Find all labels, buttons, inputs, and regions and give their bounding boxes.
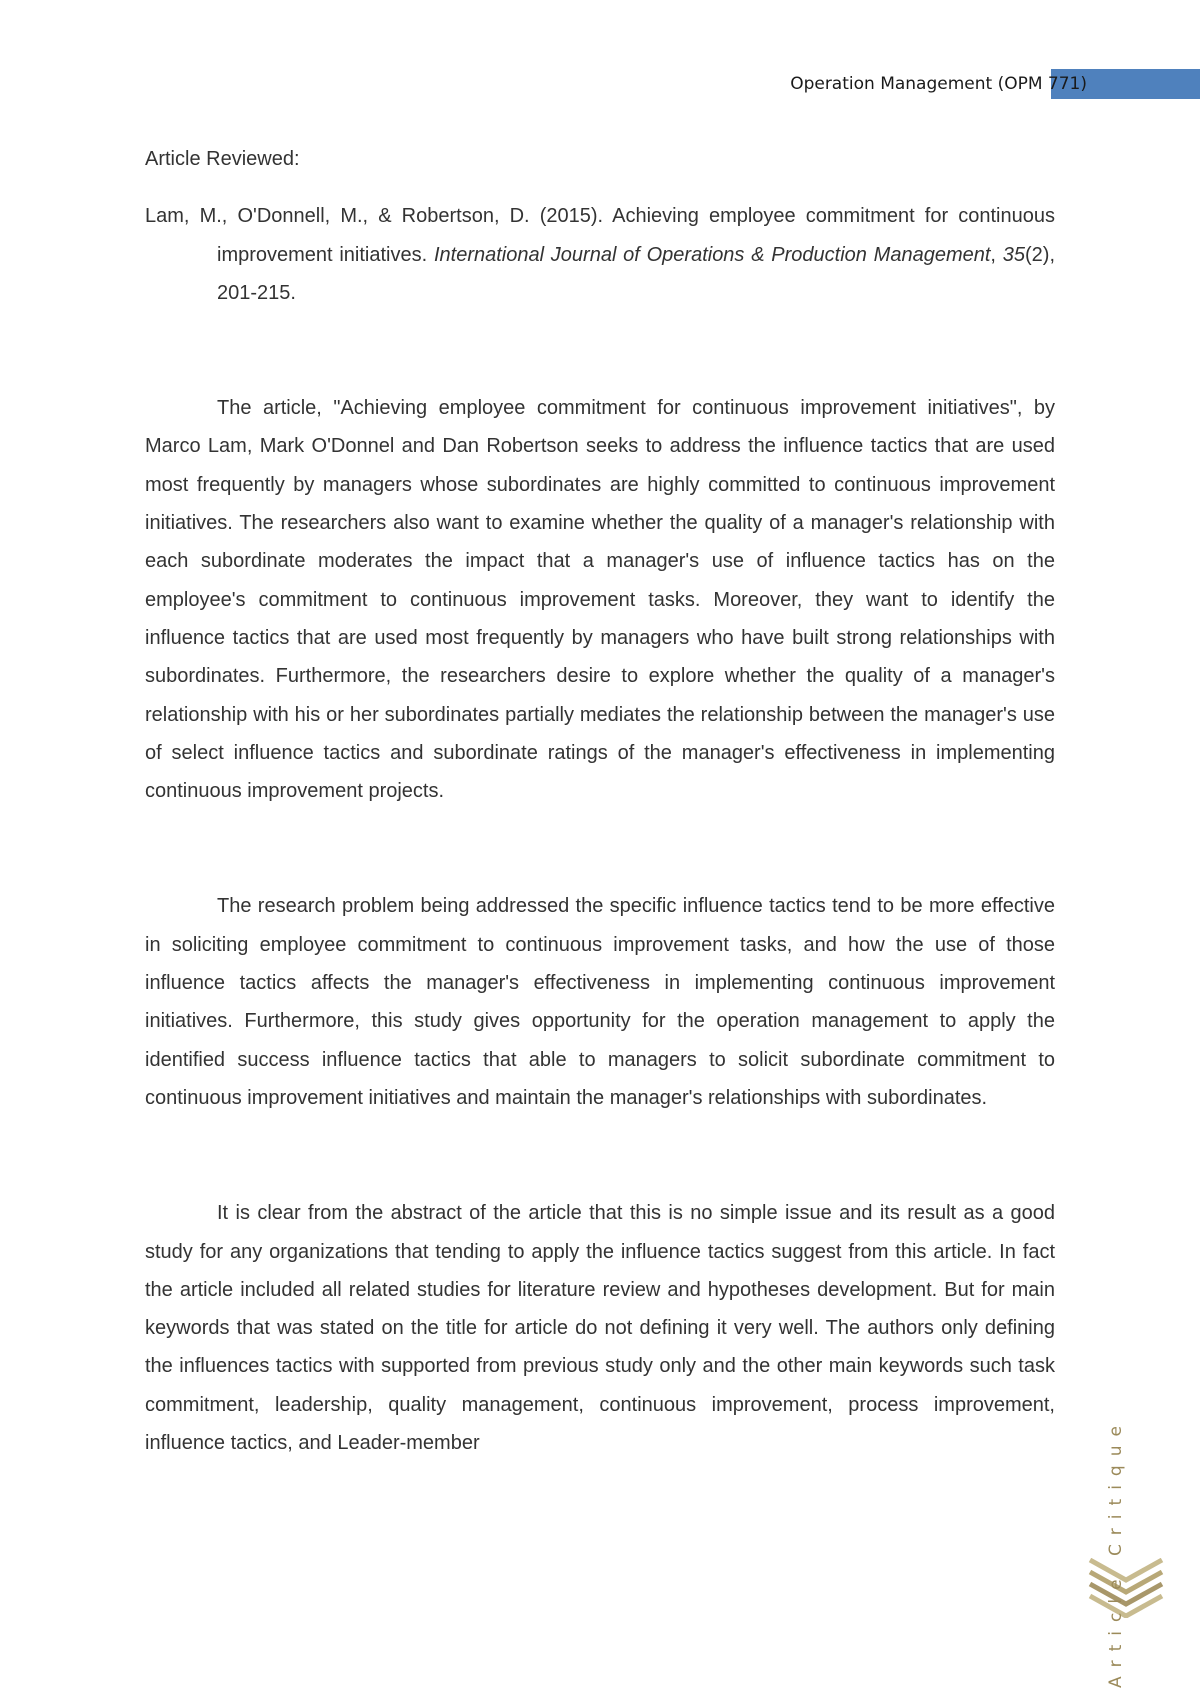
reference-citation xyxy=(145,197,1055,312)
header-title: Operation Management (OPM 771) xyxy=(790,74,1087,94)
reference-volume: 35 xyxy=(1002,243,1025,266)
reference-separator: , xyxy=(990,243,1003,266)
spacer xyxy=(145,1117,1055,1194)
paragraph-critique: It is clear from the abstract of the article that this is no simple issue and its result as a good study for any organizations that tending to apply the influence tactics suggest from this article. In fact the article included all related studies for literature review and hypotheses development. But for main keywords that was stated on the title for article do not defining it very well. The authors only defining the influences tactics with supported from previous study only and the other main keywords such task commitment, leadership, quality management, continuous improvement, process improvement, influence tactics, and Leader-member xyxy=(145,1202,1055,1455)
spacer xyxy=(145,810,1055,887)
paragraph-intro: The article, "Achieving employee commitment for continuous improvement initiatives", by Marco Lam, Mark O'Donnel and Dan Robertson seeks to address the influence tactics that are used most frequently by managers whose subordinates are highly committed to continuous improvement initiatives. The researchers also want to examine whether the quality of a manager's relationship with each subordinate moderates the impact that a manager's use of influence tactics has on the employee's commitment to continuous improvement tasks. Moreover, they want to identify the influence tactics that are used most frequently by managers who have built strong relationships with subordinates. Furthermore, the researchers desire to explore whether the quality of a manager's relationship with his or her subordinates partially mediates the relationship between the manager's use of select influence tactics and subordinate ratings of the manager's effectiveness in implementing continuous improvement projects. xyxy=(145,397,1055,803)
document-body xyxy=(145,140,1055,1462)
reference-authors: Lam, M., O'Donnell, M., & Robertson, D. (2015). Achieving employee commitment for continuous improvement initiatives. xyxy=(145,205,1055,266)
spacer xyxy=(145,312,1055,389)
reference-issue-pages: (2), 201-215. xyxy=(217,243,1055,304)
paragraph-research-problem: The research problem being addressed the specific influence tactics tend to be more effective in soliciting employee commitment to continuous improvement tasks, and how the use of those influence tactics affects the manager's effectiveness in implementing continuous improvement initiatives. Furthermore, this study gives opportunity for the operation management to apply the identified success influence tactics that able to managers to solicit subordinate commitment to continuous improvement initiatives and maintain the manager's relationships with subordinates. xyxy=(145,895,1055,1109)
reference-journal: International Journal of Operations & Production Management xyxy=(433,243,991,266)
chevron-stack-icon xyxy=(1088,1558,1168,1618)
article-reviewed-label: Article Reviewed: xyxy=(145,148,300,170)
side-vertical-label: Article Critique xyxy=(1106,1417,1126,1688)
